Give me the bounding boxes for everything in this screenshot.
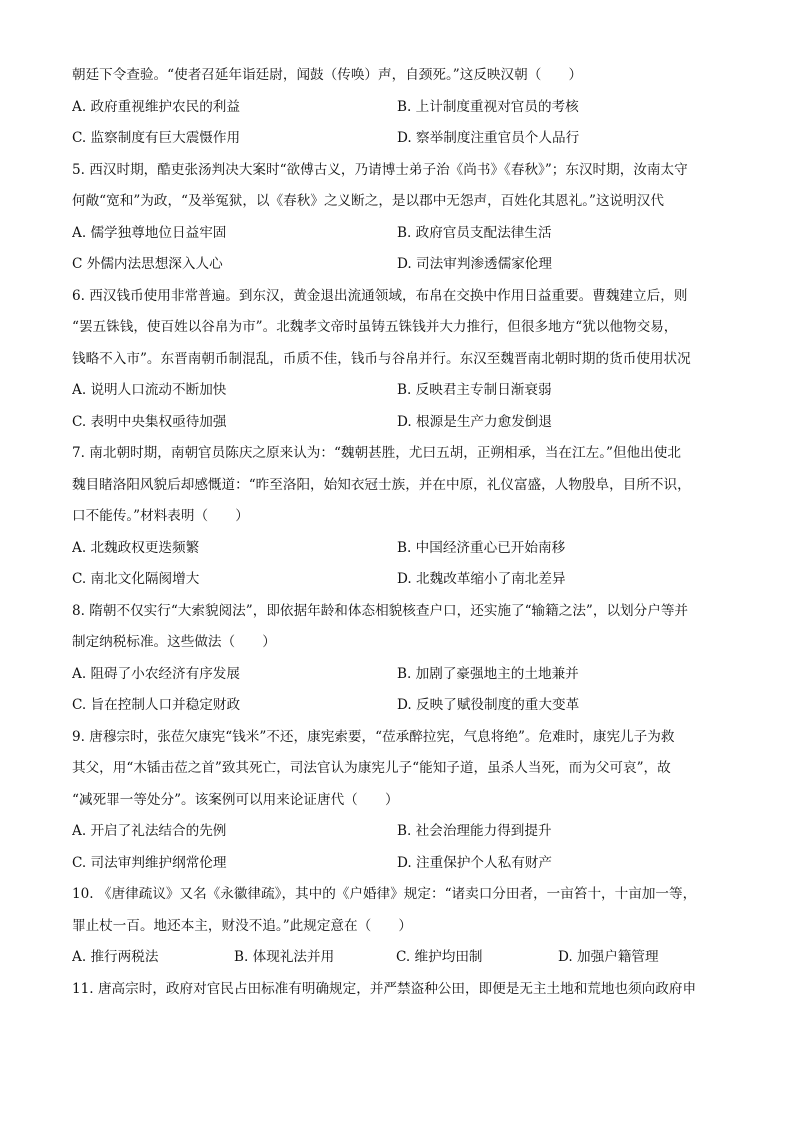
question-5 [72, 155, 722, 281]
question-stem-line: 其父，用“木锸击莅之首”致其死亡，司法官认为康宪儿子“能知子道，虽杀人当死，而为父可哀”，故 [72, 760, 671, 776]
option-a: A. 阻碍了小农经济有序发展 [72, 665, 240, 682]
option-b: B. 反映君主专制日渐衰弱 [397, 382, 552, 398]
option-a: A. 儒学独尊地位日益牢固 [72, 224, 227, 241]
option-d: D. 察举制度注重官员个人品行 [397, 130, 580, 146]
question-stem-line: 7. 南北朝时期，南朝官员陈庆之原来认为：“魏朝甚胜，尤曰五胡，正朔相承，当在江左。”但他出使北 [72, 445, 681, 461]
question-9 [72, 722, 722, 880]
option-a: A. 开启了礼法结合的先例 [72, 823, 227, 839]
option-c: C. 司法审判维护纲常伦理 [72, 854, 227, 871]
question-stem-line: 9. 唐穆宗时，张莅欠康宪“钱米”不还，康宪索要，“莅承醉拉宪，气息将绝”。危难时，康宪儿子为救 [72, 728, 675, 745]
question-7 [72, 438, 722, 596]
question-10 [72, 879, 722, 974]
option-d: D. 注重保护个人私有财产 [397, 854, 552, 871]
question-8 [72, 596, 722, 722]
question-stem-line: 6. 西汉钱币使用非常普遍。到东汉，黄金退出流通领域，布帛在交换中作用日益重要。曹魏建立后，则 [72, 287, 688, 304]
question-stem-line: 口不能传。”材料表明（ ） [72, 508, 249, 524]
question-6 [72, 281, 722, 439]
question-stem-line: 朝廷下令查验。“使者召延年诣廷尉，闻鼓（传唤）声，自颈死。”这反映汉朝（ ） [72, 67, 583, 83]
option-b: B. 加剧了豪强地主的土地兼并 [397, 665, 579, 682]
option-d: D. 加强户籍管理 [558, 949, 659, 965]
option-b: B. 政府官员支配法律生活 [397, 224, 552, 241]
question-stem-line: 魏目睹洛阳风貌后却感慨道：“昨至洛阳，始知衣冠士族，并在中原，礼仪富盛，人物殷阜，目所不识， [72, 476, 691, 493]
option-a: A. 说明人口流动不断加快 [72, 382, 227, 398]
question-stem-line: 10. 《唐律疏议》又名《永徽律疏》，其中的《户婚律》规定：“诸卖口分田者，一亩笞十，十亩加一等， [72, 886, 697, 902]
option-c: C. 监察制度有巨大震慑作用 [72, 130, 241, 146]
option-d: D. 反映了赋役制度的重大变革 [397, 697, 580, 713]
option-b: B. 体现礼法并用 [234, 949, 335, 965]
option-c: C. 维护均田制 [396, 949, 483, 965]
option-d: D. 北魏改革缩小了南北差异 [397, 571, 566, 587]
exam-page [72, 60, 722, 1005]
option-c: C 外儒内法思想深入人心 [72, 256, 223, 272]
option-a: A. 北魏政权更迭频繁 [72, 539, 200, 556]
option-b: B. 社会治理能力得到提升 [397, 823, 552, 839]
question-stem-line: 11. 唐高宗时，政府对官民占田标准有明确规定，并严禁盗种公田，即便是无主土地和荒地也须向政府申 [72, 980, 697, 997]
question-stem-line: 钱略不入市”。东晋南朝币制混乱，币质不佳，钱币与谷帛并行。东汉至魏晋南北朝时期的货币使用状况 [72, 350, 691, 367]
option-c: C. 南北文化隔阂增大 [72, 571, 200, 587]
option-a: A. 政府重视维护农民的利益 [72, 98, 240, 115]
option-b: B. 上计制度重视对官员的考核 [397, 98, 579, 115]
option-c: C. 旨在控制人口并稳定财政 [72, 697, 241, 713]
option-d: D. 根源是生产力愈发倒退 [397, 413, 552, 430]
option-b: B. 中国经济重心已开始南移 [397, 539, 566, 556]
question-11 [72, 974, 722, 1006]
question-stem-line: “减死罪一等处分”。该案例可以用来论证唐代（ ） [72, 791, 399, 808]
question-stem-line: 制定纳税标准。这些做法（ ） [72, 634, 276, 650]
option-d: D. 司法审判渗透儒家伦理 [397, 256, 552, 272]
question-stem-line: 8. 隋朝不仅实行“大索貌阅法”，即依据年龄和体态相貌核查户口，还实施了“输籍之法”，以划分户等并 [72, 602, 689, 619]
option-a: A. 推行两税法 [72, 949, 159, 965]
question-stem-line: 罪止杖一百。地还本主，财没不追。”此规定意在（ ） [72, 917, 412, 934]
question-stem-line: 何敞“宽和”为政，“及举冤狱，以《春秋》之义断之，是以郡中无怨声，百姓化其恩礼。”这说明汉代 [72, 193, 664, 209]
question-stem-line: 5. 西汉时期，酷吏张汤判决大案时“欲傅古义，乃请博士弟子治《尚书》《春秋》”；东汉时期，汝南太守 [72, 161, 688, 178]
question-stem-line: “罢五铢钱，使百姓以谷帛为市”。北魏孝文帝时虽铸五铢钱并大力推行，但很多地方“犹以他物交易， [72, 319, 678, 335]
question-4 [72, 60, 722, 155]
option-c: C. 表明中央集权亟待加强 [72, 413, 227, 430]
